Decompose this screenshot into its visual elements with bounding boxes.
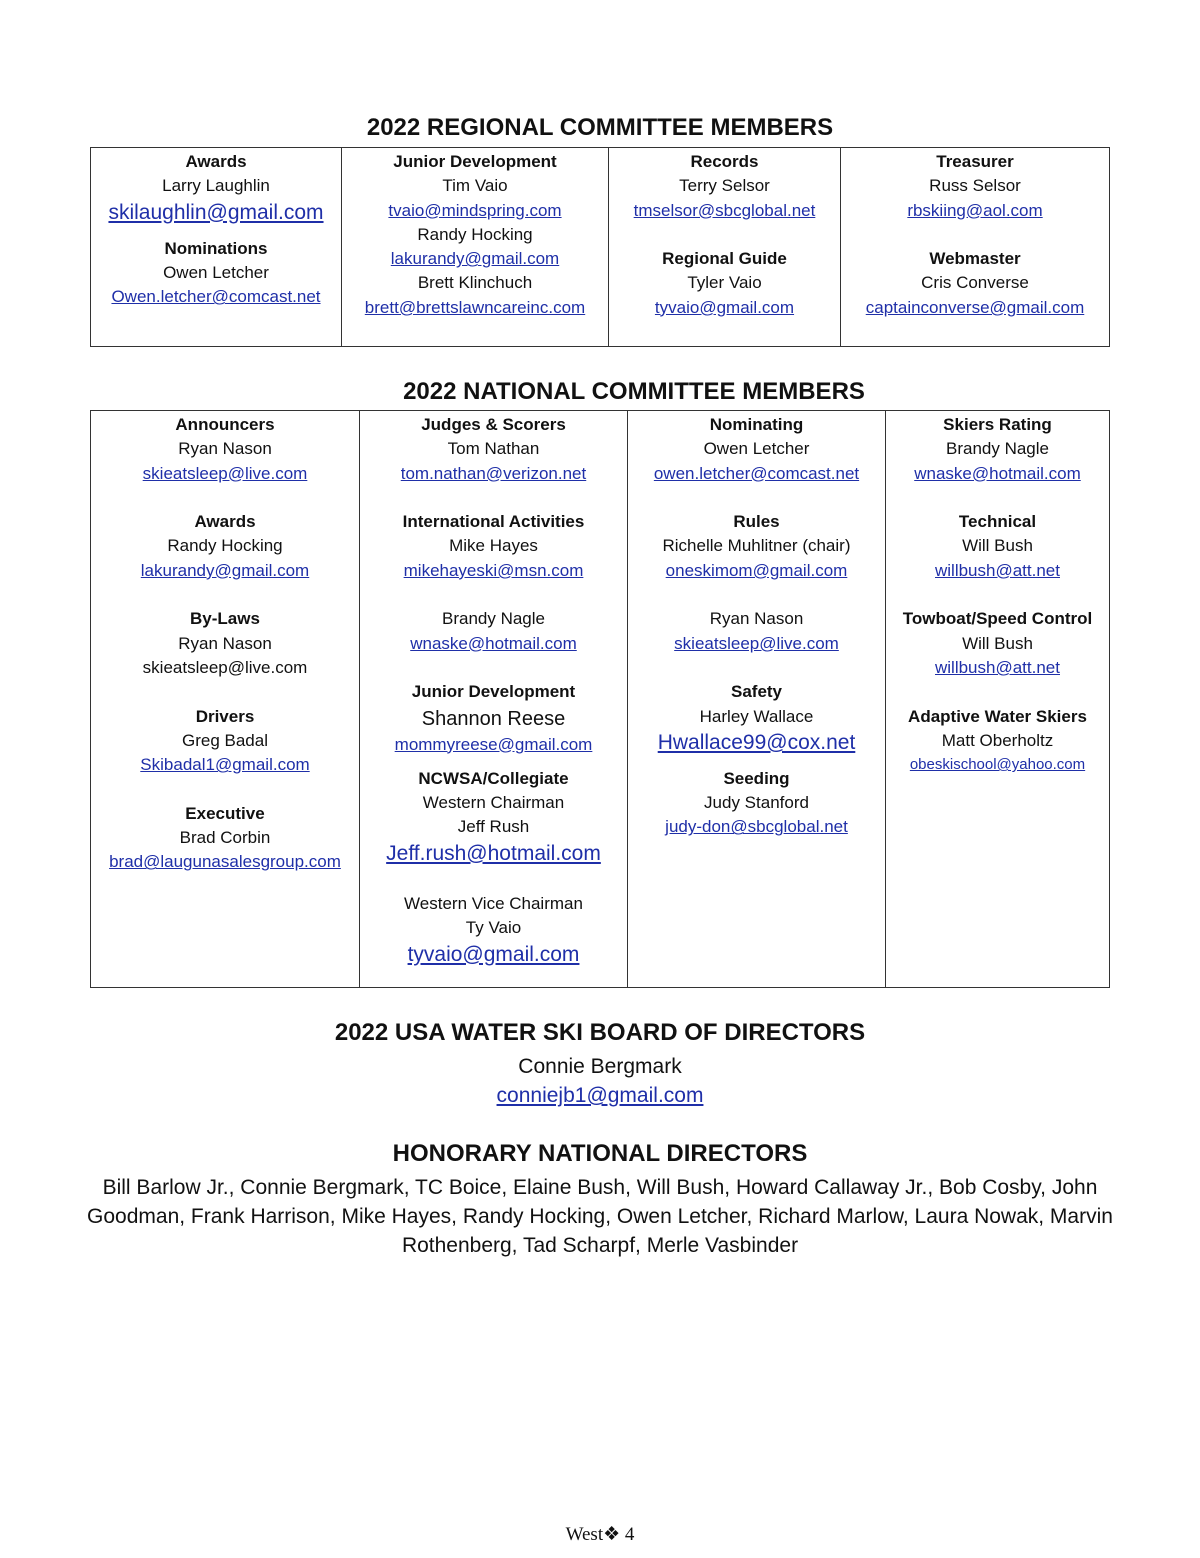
member-name: Ryan Nason bbox=[178, 439, 272, 459]
role-label: Treasurer bbox=[936, 152, 1014, 171]
national-col-2 bbox=[360, 411, 628, 988]
diamond-ornament-icon: ❖ bbox=[603, 1524, 621, 1545]
national-table bbox=[90, 410, 1110, 988]
footer-region: West bbox=[565, 1524, 604, 1545]
national-col-1 bbox=[91, 411, 360, 988]
email-link[interactable]: skieatsleep@live.com bbox=[674, 633, 839, 653]
honorary-title: HONORARY NATIONAL DIRECTORS bbox=[392, 1140, 808, 1167]
email-link[interactable]: tyvaio@gmail.com bbox=[654, 297, 795, 317]
email-link[interactable]: lakurandy@gmail.com bbox=[390, 249, 560, 269]
national-col-3 bbox=[628, 411, 886, 988]
role-label: Awards bbox=[185, 152, 247, 171]
email-link[interactable]: mikehayeski@msn.com bbox=[403, 560, 584, 580]
member-name: Randy Hocking bbox=[167, 536, 283, 556]
email-link[interactable]: wnaske@hotmail.com bbox=[410, 633, 577, 653]
role-label: Seeding bbox=[723, 768, 790, 788]
member-name: Ryan Nason bbox=[709, 609, 804, 629]
email-link[interactable]: skieatsleep@live.com bbox=[142, 463, 308, 483]
member-name: Terry Selsor bbox=[679, 176, 770, 196]
email-link[interactable]: rbskiing@aol.com bbox=[907, 200, 1043, 220]
member-name: Ty Vaio bbox=[465, 918, 522, 938]
role-label: Rules bbox=[733, 512, 780, 532]
regional-table bbox=[90, 147, 1110, 347]
email-link[interactable]: brett@brettslawncareinc.com bbox=[364, 297, 586, 317]
role-label: Webmaster bbox=[929, 249, 1021, 269]
email-link[interactable]: skilaughlin@gmail.com bbox=[108, 200, 324, 224]
member-name: Larry Laughlin bbox=[162, 176, 270, 196]
email-link[interactable]: judy-don@sbcglobal.net bbox=[665, 817, 848, 837]
member-name: Randy Hocking bbox=[417, 224, 533, 244]
role-label: NCWSA/Collegiate bbox=[418, 768, 569, 788]
email-link[interactable]: mommyreese@gmail.com bbox=[394, 734, 593, 754]
member-name: Western Chairman bbox=[422, 793, 565, 813]
email-link[interactable]: tmselsor@sbcglobal.net bbox=[633, 200, 816, 220]
role-label: Announcers bbox=[175, 415, 275, 434]
member-name: Tyler Vaio bbox=[687, 273, 762, 293]
honorary-names: Bill Barlow Jr., Connie Bergmark, TC Boice, Elaine Bush, Will Bush, Howard Callaway Jr., Bob Cosby, John Goodman, Frank Harrison, Mike Hayes, Randy Hocking, Owen Letcher, Richard Marlow, Laura Nowak, Marvin Rothenberg, Tad Scharpf, Merle Vasbinder bbox=[87, 1176, 1113, 1257]
member-name: Judy Stanford bbox=[704, 793, 809, 813]
member-name: Owen Letcher bbox=[703, 439, 810, 459]
email-link[interactable]: wnaske@hotmail.com bbox=[914, 463, 1081, 483]
member-name: Brandy Nagle bbox=[441, 609, 545, 629]
member-name: Brandy Nagle bbox=[945, 439, 1049, 459]
member-name: Harley Wallace bbox=[699, 706, 814, 726]
email-link[interactable]: Jeff.rush@hotmail.com bbox=[386, 841, 601, 865]
role-label: Junior Development bbox=[393, 152, 557, 171]
member-name: Russ Selsor bbox=[929, 176, 1021, 196]
role-label: Awards bbox=[194, 512, 256, 532]
email-link[interactable]: willbush@att.net bbox=[935, 657, 1060, 677]
member-name: Owen Letcher bbox=[163, 262, 269, 282]
member-name: Ryan Nason bbox=[178, 633, 272, 653]
email-link[interactable]: Skibadal1@gmail.com bbox=[140, 755, 310, 775]
email-link[interactable]: obeskischool@yahoo.com bbox=[909, 756, 1086, 774]
member-name: Shannon Reese bbox=[421, 707, 566, 730]
email-link[interactable]: Hwallace99@cox.net bbox=[657, 730, 856, 754]
member-name: Jeff Rush bbox=[457, 817, 530, 837]
email-link[interactable]: tvaio@mindspring.com bbox=[388, 200, 562, 220]
board-title: 2022 USA WATER SKI BOARD OF DIRECTORS bbox=[334, 1019, 866, 1046]
email-text: skieatsleep@live.com bbox=[142, 657, 308, 677]
member-name: Tom Nathan bbox=[447, 439, 540, 459]
member-name: Matt Oberholtz bbox=[941, 730, 1054, 750]
member-name: Tim Vaio bbox=[442, 176, 508, 196]
role-label: Towboat/Speed Control bbox=[902, 609, 1093, 629]
member-name: Western Vice Chairman bbox=[404, 894, 583, 914]
email-link[interactable]: willbush@att.net bbox=[935, 560, 1060, 580]
role-label: Junior Development bbox=[411, 682, 576, 702]
role-label: Nominating bbox=[709, 415, 804, 434]
email-link[interactable]: lakurandy@gmail.com bbox=[140, 560, 310, 580]
regional-col-1 bbox=[91, 148, 342, 347]
regional-col-3 bbox=[609, 148, 841, 347]
role-label: International Activities bbox=[402, 512, 585, 532]
role-label: Technical bbox=[958, 512, 1037, 532]
role-label: Nominations bbox=[164, 238, 268, 258]
email-link[interactable]: captainconverse@gmail.com bbox=[865, 297, 1085, 317]
member-name: Will Bush bbox=[962, 633, 1033, 653]
role-label: By-Laws bbox=[190, 609, 260, 629]
role-label: Safety bbox=[730, 682, 783, 702]
role-label: Regional Guide bbox=[662, 249, 787, 269]
role-label: Executive bbox=[185, 803, 265, 823]
role-label: Judges & Scorers bbox=[421, 415, 566, 434]
member-name: Brad Corbin bbox=[179, 828, 271, 848]
email-link[interactable]: tyvaio@gmail.com bbox=[407, 942, 580, 966]
page-number: 4 bbox=[624, 1524, 635, 1545]
member-name: Greg Badal bbox=[182, 730, 268, 750]
board-member-email[interactable]: conniejb1@gmail.com bbox=[496, 1084, 704, 1107]
regional-col-2 bbox=[342, 148, 609, 347]
member-name: Cris Converse bbox=[921, 273, 1029, 293]
regional-title: 2022 REGIONAL COMMITTEE MEMBERS bbox=[366, 114, 834, 141]
regional-col-4 bbox=[841, 148, 1110, 347]
role-label: Adaptive Water Skiers bbox=[908, 706, 1087, 726]
page-footer bbox=[0, 1523, 1200, 1546]
email-link[interactable]: tom.nathan@verizon.net bbox=[400, 463, 587, 483]
role-label: Records bbox=[690, 152, 759, 171]
email-link[interactable]: owen.letcher@comcast.net bbox=[653, 463, 860, 483]
member-name: Brett Klinchuch bbox=[417, 273, 533, 293]
email-link[interactable]: oneskimom@gmail.com bbox=[665, 560, 848, 580]
email-link[interactable]: Owen.letcher@comcast.net bbox=[111, 287, 321, 307]
national-title: 2022 NATIONAL COMMITTEE MEMBERS bbox=[403, 378, 865, 405]
member-name: Mike Hayes bbox=[449, 536, 538, 556]
board-member-name: Connie Bergmark bbox=[518, 1055, 682, 1078]
member-name: Will Bush bbox=[962, 536, 1033, 556]
national-col-4 bbox=[886, 411, 1110, 988]
role-label: Skiers Rating bbox=[943, 415, 1052, 434]
role-label: Drivers bbox=[195, 706, 255, 726]
member-name: Richelle Muhlitner (chair) bbox=[662, 536, 851, 556]
email-link[interactable]: brad@laugunasalesgroup.com bbox=[109, 852, 341, 872]
